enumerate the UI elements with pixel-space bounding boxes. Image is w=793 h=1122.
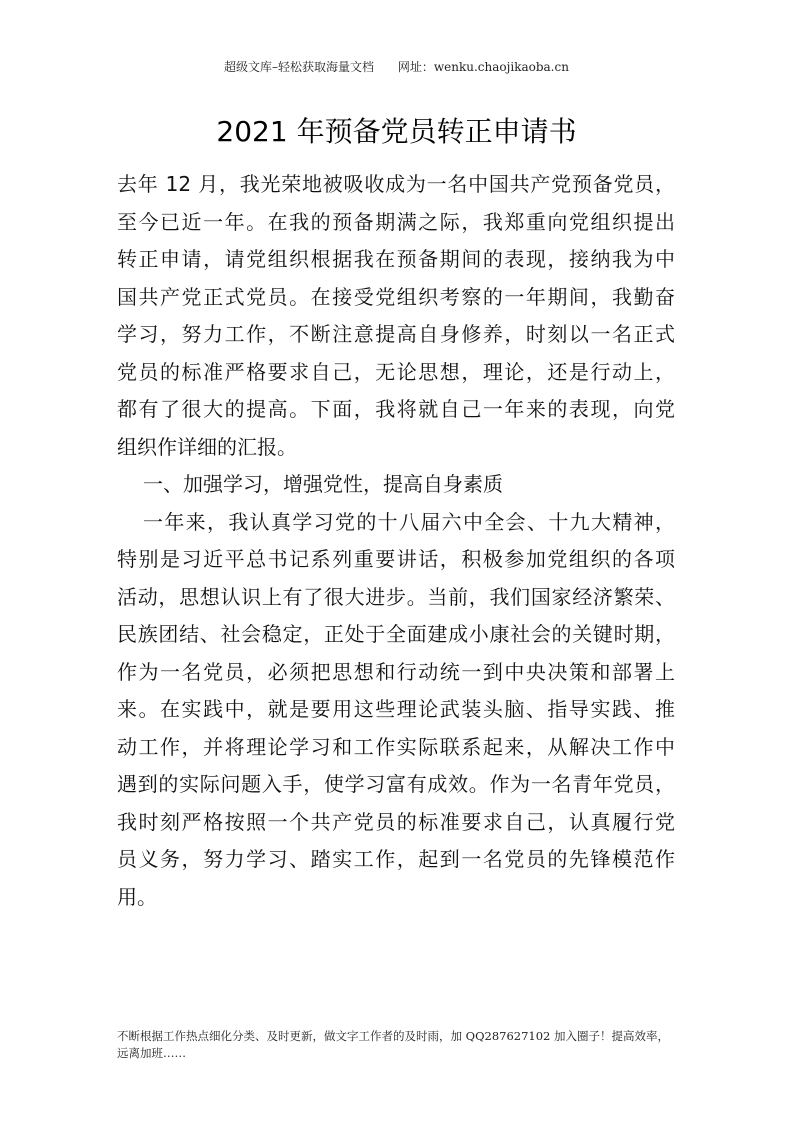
page-header <box>0 58 793 75</box>
text-line: 一年来，我认真学习党的十八届六中全会、十九大精神， <box>143 509 675 534</box>
text-line: 来。在实践中，就是要用这些理论武装头脑、指导实践、推 <box>117 697 675 721</box>
text-line: 我时刻严格按照一个共产党员的标准要求自己，认真履行党 <box>117 809 675 834</box>
text-line: 动工作，并将理论学习和工作实际联系起来，从解决工作中 <box>117 734 675 759</box>
text-line: 国共产党正式党员。在接受党组织考察的一年期间，我勤奋 <box>117 284 675 309</box>
document-title: 2021 年预备党员转正申请书 <box>216 115 577 148</box>
text-line: 组织作详细的汇报。 <box>117 434 297 459</box>
document-body <box>117 166 675 916</box>
text-line: 作为一名党员，必须把思想和行动统一到中央决策和部署上 <box>117 659 675 684</box>
text-line: 特别是习近平总书记系列重要讲话，积极参加党组织的各项 <box>117 547 675 571</box>
text-line: 学习，努力工作，不断注意提高自身修养，时刻以一名正式 <box>117 322 675 346</box>
footer-line: 不断根据工作热点细化分类、及时更新，做文字工作者的及时雨，加 QQ287627102 加入圈子！提高效率， <box>117 1029 670 1043</box>
text-line: 用。 <box>117 884 157 909</box>
text-line: 去年 12 月，我光荣地被吸收成为一名中国共产党预备党员， <box>117 172 675 196</box>
page-footer <box>117 1028 677 1062</box>
text-line: 党员的标准严格要求自己，无论思想，理论，还是行动上， <box>117 359 675 384</box>
text-line: 都有了很大的提高。下面，我将就自己一年来的表现，向党 <box>117 397 675 421</box>
site-url: 网址：wenku.chaojikaoba.cn <box>397 60 569 74</box>
text-line: 遇到的实际问题入手，使学习富有成效。作为一名青年党员， <box>117 772 675 796</box>
section-heading: 一、加强学习，增强党性，提高自身素质 <box>143 472 503 496</box>
text-line: 至今已近一年。在我的预备期满之际，我郑重向党组织提出 <box>117 209 675 234</box>
footer-line: 远离加班…… <box>117 1046 186 1060</box>
text-line: 活动，思想认识上有了很大进步。当前，我们国家经济繁荣、 <box>117 584 675 609</box>
text-line: 转正申请，请党组织根据我在预备期间的表现，接纳我为中 <box>117 247 675 271</box>
text-line: 民族团结、社会稳定，正处于全面建成小康社会的关键时期， <box>117 622 675 646</box>
text-line: 员义务，努力学习、踏实工作，起到一名党员的先锋模范作 <box>117 847 675 871</box>
site-name: 超级文库–轻松获取海量文档 <box>224 60 375 74</box>
